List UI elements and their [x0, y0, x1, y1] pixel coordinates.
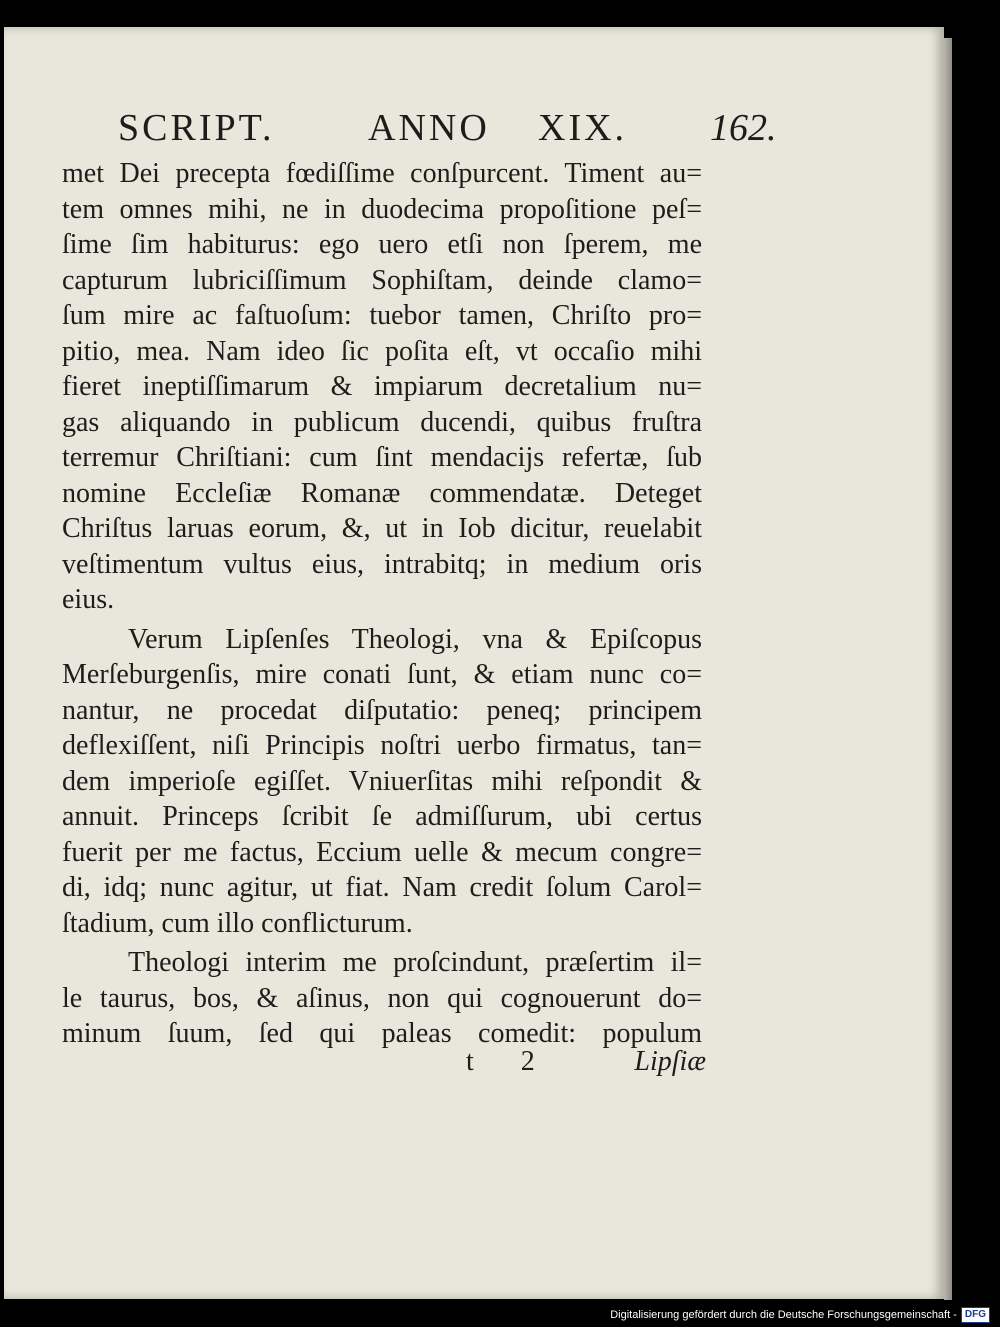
- text-line: deflexiſſent, niſi Principis noſtri uerbo firmatus, tan=: [62, 730, 702, 761]
- text-line: Chriſtus laruas eorum, &, ut in Iob dicitur, reuelabit: [62, 513, 702, 544]
- text-line: ſtadium, cum illo conflicturum.: [62, 907, 413, 939]
- credit-text: Digitalisierung gefördert durch die Deutsche Forschungsgemeinschaft -: [610, 1309, 957, 1321]
- header-year: XIX.: [538, 107, 628, 149]
- page-edge: [944, 38, 952, 1300]
- text-line: fuerit per me factus, Eccium uelle & mecum congre=: [62, 836, 702, 868]
- text-line: veſtimentum vultus eius, intrabitq; in medium oris: [62, 548, 702, 580]
- header-script: SCRIPT.: [118, 107, 275, 149]
- text-line: le taurus, bos, & aſinus, non qui cognouerunt do=: [62, 982, 702, 1014]
- text-line: met Dei precepta fœdiſſime conſpurcent. Timent au=: [62, 158, 702, 189]
- text-line: Verum Lipſenſes Theologi, vna & Epiſcopus: [128, 623, 702, 655]
- dfg-logo-icon: DFG: [961, 1307, 990, 1323]
- text-line: fieret ineptiſſimarum & impiarum decretalium nu=: [62, 371, 702, 402]
- digitization-credit: [610, 1306, 990, 1324]
- catchword: Lipſiæ: [634, 1046, 706, 1077]
- text-line: eius.: [62, 584, 115, 615]
- text-line: ſum mire ac faſtuoſum: tuebor tamen, Chriſto pro=: [62, 300, 702, 331]
- text-line: terremur Chriſtiani: cum ſint mendacijs refertæ, ſub: [62, 442, 702, 473]
- text-line: gas aliquando in publicum ducendi, quibus fruſtra: [62, 406, 702, 438]
- text-line: Theologi interim me proſcindunt, præſertim il=: [128, 947, 702, 978]
- body-text: [62, 156, 702, 1052]
- text-line: Merſeburgenſis, mire conati ſunt, & etiam nunc co=: [62, 659, 702, 690]
- text-line: di, idq; nunc agitur, ut fiat. Nam credit ſolum Carol=: [62, 872, 702, 903]
- text-line: ſime ſim habiturus: ego uero etſi non ſperem, me: [62, 229, 702, 260]
- page-number: 162.: [710, 107, 777, 149]
- text-line: pitio, mea. Nam ideo ſic poſita eſt, vt occaſio mihi: [62, 335, 702, 367]
- text-line: capturum lubriciſſimum Sophiſtam, deinde clamo=: [62, 264, 702, 296]
- text-line: dem imperioſe egiſſet. Vniuerſitas mihi reſpondit &: [62, 765, 702, 797]
- text-line: nomine Eccleſiæ Romanæ commendatæ. Deteget: [62, 477, 702, 509]
- text-line: nantur, ne procedat diſputatio: peneq; principem: [62, 694, 702, 726]
- running-header: [118, 106, 777, 156]
- header-anno: ANNO: [368, 107, 490, 149]
- text-line: tem omnes mihi, ne in duodecima propoſitione peſ=: [62, 193, 702, 225]
- page-footer: [466, 1046, 706, 1082]
- text-line: annuit. Princeps ſcribit ſe admiſſurum, ubi certus: [62, 801, 702, 832]
- text-line: minum ſuum, ſed qui paleas comedit: populum: [62, 1018, 702, 1049]
- signature-mark: t 2: [466, 1046, 555, 1077]
